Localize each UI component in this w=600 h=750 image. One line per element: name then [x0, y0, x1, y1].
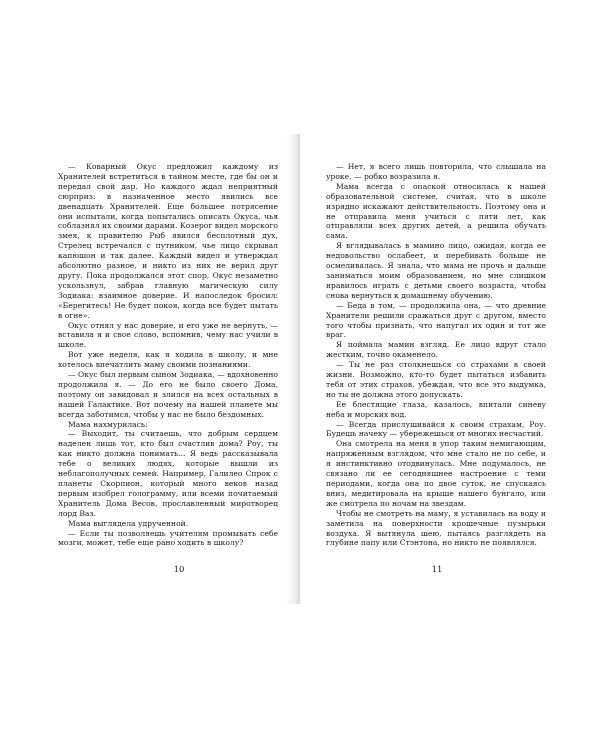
page-number-right: 11	[431, 565, 443, 575]
page-number-left: 10	[173, 565, 185, 575]
paragraph: — Беда в том, — продолжила она, — что древние Хранители решили сражаться друг с другом, вместо того чтобы признать, что напугал их один и тот же враг.	[326, 300, 546, 340]
paragraph: Она смотрела на меня в упор таким немигающим, напряженным взглядом, что мне стало не по себе, и я инстинктивно отодвинулась. Мне подумалось, не связано ли ее сегодняшнее настроение с теми периодами, когда она по двое суток, не спускаясь вниз, медитировала на крыше нашего бунгало, или же смотрела по ночам на звездам.	[326, 439, 546, 508]
right-page	[300, 0, 600, 750]
paragraph: — Окус был первым сыном Зодиака, — вдохновенно продолжила я. — До его не было своего Дома, поэтому он завидовал и злился на всех остальных в нашей Галактике. Вот почему на нашей планете мы всегда заботимся, чтобы у нас не было бездомных.	[58, 370, 278, 419]
paragraph: Вот уже неделя, как я ходила в школу, и мне хотелось впечатлить маму своими познаниями.	[58, 350, 278, 370]
paragraph: Мама выглядела удрученной.	[68, 518, 189, 528]
paragraph: Мама всегда с опаской относилась к нашей образовательной системе, считая, что в школе изрядно искажают действительность. Поэтому она и не отправила меня учиться с пяти лет, как отправляли всех других детей, а решила обучать сама.	[326, 181, 546, 241]
paragraph: Окус отнял у нас доверие, и его уже не вернуть, — вставила я и свое слово, вспомнив, чему нас учили в школе.	[58, 320, 278, 350]
paragraph: — Нет, я всего лишь повторила, что слышала на уроке, — робко возразила я.	[326, 162, 546, 181]
paragraph: — Всегда прислушивайся к своим страхам, Роу. Будешь начеку — убережешься от многих несчастий.	[326, 419, 546, 439]
paragraph: — Если ты позволяешь учителям промывать себе мозги, может, тебе еще рано ходить в школу?	[58, 528, 278, 548]
paragraph: — Ты не раз столкнешься со страхами в своей жизни. Возможно, кто-то будет пытаться избавить тебя от этих страхов, убеждая, что все это выдумка, но ты не должна этого допускать.	[326, 360, 546, 399]
paragraph: — Выходит, ты считаешь, что добрым сердцем наделен лишь тот, кто был счастлив дома? Роу, ты как никто должна понимать... Я ведь рассказывала тебе о великих людях, которые вышли из неблагополучных семей. Например, Галилео Спрок с планеты Скорпион, который много веков назад первым изобрел голограмму, или всеми почитаемый Хранитель Дома Весов, прославленный миротворец лорд Ваз.	[58, 429, 278, 518]
paragraph: Чтобы не смотреть на маму, я уставилась на воду и заметила на поверхности крошечные пузырьки воздуха. Я вытянула шею, пытаясь разглядеть на глубине папу или Стэнтона, но никто не появлялся.	[326, 508, 546, 548]
right-page-text	[326, 162, 546, 548]
paragraph: Мама нахмурилась:	[68, 419, 148, 429]
paragraph: Я поймала мамин взгляд. Ее лицо вдруг стало жестким, точно окаменело.	[326, 340, 546, 360]
left-page-text	[58, 162, 278, 548]
paragraph: Я вглядывалась в мамино лицо, ожидая, когда ее недовольство ослабеет, и перебивать больше не осмеливалась. Я знала, что мама не прочь и дальше заниматься моим образованием, но мне слишком нравилось играть с детьми своего возраста, чтобы снова вернуться к домашнему обучению.	[326, 241, 546, 300]
paragraph: Ее блестящие глаза, казалось, впитали синеву неба и морских вод.	[326, 399, 546, 419]
paragraph: — Коварный Окус предложил каждому из Хранителей встретиться в тайном месте, где бы он и передал свой дар. Но каждого ждал неприятный сюрприз: в назначенное место явились все двенадцать Хранителей. Еще большее потрясение они испытали, когда попытались описать Окуса, чья соблазнял их своими дарами. Козерог видел морского змея, к правителю Рыб явился бесплотный дух, Стрелец встречался с путником, чье лицо скрывал капюшон и так далее. Каждый видел и утверждал абсолютно разное, и никто из них не верил друг другу. Пока продолжался этот спор, Окус незаметно ускользнул, забрав главную магическую силу Зодиака: взаимное доверие. И напоследок бросил: «Берегитесь! Не будет покоя, когда все будет пытать в огне».	[58, 162, 278, 320]
